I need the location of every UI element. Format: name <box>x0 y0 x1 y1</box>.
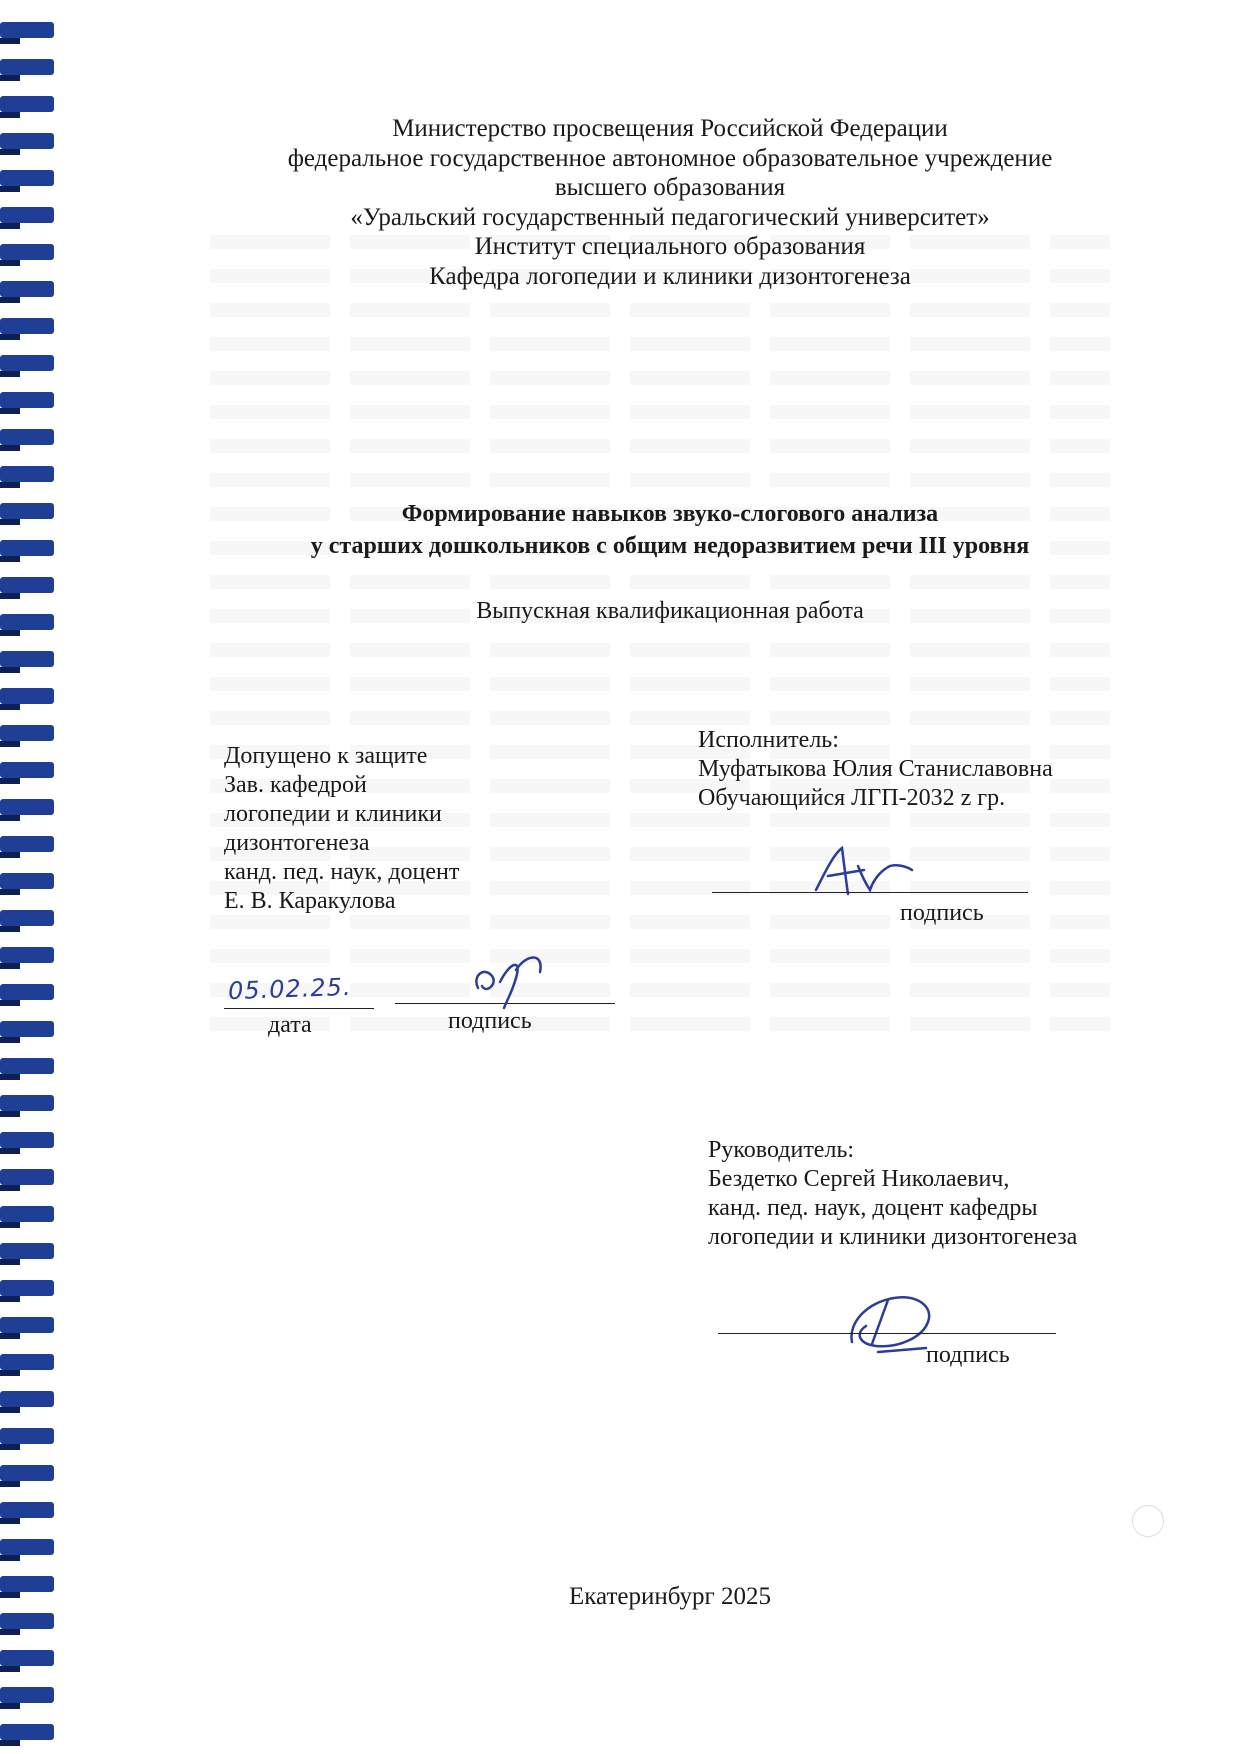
binding-ring <box>0 762 54 778</box>
binding-ring <box>0 725 54 741</box>
binding-ring-shadow <box>0 1370 20 1376</box>
binding-ring <box>0 1317 54 1333</box>
binding-ring-shadow <box>0 112 20 118</box>
binding-ring <box>0 1613 54 1629</box>
binding-ring-shadow <box>0 1740 20 1746</box>
binding-ring-shadow <box>0 1592 20 1598</box>
binding-ring <box>0 1354 54 1370</box>
binding-ring-shadow <box>0 1000 20 1006</box>
binding-ring <box>0 244 54 260</box>
binding-ring-shadow <box>0 1666 20 1672</box>
binding-ring-shadow <box>0 297 20 303</box>
binding-ring-shadow <box>0 1037 20 1043</box>
binding-ring <box>0 1428 54 1444</box>
binding-ring-shadow <box>0 630 20 636</box>
executor-signature <box>808 840 918 900</box>
binding-ring <box>0 22 54 38</box>
binding-ring <box>0 1576 54 1592</box>
binding-ring-shadow <box>0 704 20 710</box>
binding-ring <box>0 466 54 482</box>
binding-ring <box>0 207 54 223</box>
binding-ring <box>0 1539 54 1555</box>
binding-ring <box>0 614 54 630</box>
binding-ring <box>0 1650 54 1666</box>
binding-ring-shadow <box>0 1407 20 1413</box>
binding-ring-shadow <box>0 186 20 192</box>
supervisor-degree: канд. пед. наук, доцент кафедры <box>708 1195 1038 1221</box>
admission-signature-caption: подпись <box>448 1008 532 1034</box>
binding-ring <box>0 651 54 667</box>
thesis-title <box>150 498 1190 562</box>
date-line <box>224 1008 374 1009</box>
binding-ring <box>0 947 54 963</box>
binding-ring-shadow <box>0 1222 20 1228</box>
binding-ring <box>0 540 54 556</box>
binding-ring-shadow <box>0 1703 20 1709</box>
binding-ring <box>0 503 54 519</box>
institution-header <box>150 114 1190 291</box>
binding-ring <box>0 318 54 334</box>
supervisor-signature-caption: подпись <box>926 1342 1010 1368</box>
supervisor-signature-line <box>718 1333 1056 1334</box>
binding-ring-shadow <box>0 1259 20 1265</box>
binding-ring <box>0 133 54 149</box>
binding-ring <box>0 873 54 889</box>
date-caption: дата <box>268 1012 312 1038</box>
header-line-ministry: Министерство просвещения Российской Федерации <box>392 115 948 142</box>
executor-signature-caption: подпись <box>900 900 984 926</box>
binding-ring <box>0 1502 54 1518</box>
admission-line-5: канд. пед. наук, доцент <box>224 859 460 885</box>
binding-ring-shadow <box>0 482 20 488</box>
binding-ring <box>0 1280 54 1296</box>
binding-ring-shadow <box>0 852 20 858</box>
executor-group: Обучающийся ЛГП-2032 z гр. <box>698 785 1006 811</box>
binding-ring-shadow <box>0 75 20 81</box>
header-line-institute: Институт специального образования <box>474 233 866 260</box>
binding-ring-shadow <box>0 223 20 229</box>
binding-ring-shadow <box>0 260 20 266</box>
header-line-institution-type: федеральное государственное автономное образовательное учреждение <box>287 144 1053 172</box>
header-line-university: «Уральский государственный педагогический университет» <box>350 203 990 231</box>
binding-ring-shadow <box>0 1296 20 1302</box>
binding-ring <box>0 984 54 1000</box>
thesis-title-line-2: у старших дошкольников с общим недоразвитием речи III уровня <box>310 533 1030 559</box>
binding-ring-shadow <box>0 1629 20 1635</box>
binding-ring-shadow <box>0 38 20 44</box>
binding-ring-shadow <box>0 408 20 414</box>
binding-ring-shadow <box>0 815 20 821</box>
binding-ring-shadow <box>0 926 20 932</box>
binding-ring-shadow <box>0 149 20 155</box>
binding-ring-shadow <box>0 889 20 895</box>
paper-mark <box>1132 1505 1164 1537</box>
binding-ring-shadow <box>0 1555 20 1561</box>
executor-signature-line <box>712 892 1028 893</box>
binding-ring-shadow <box>0 519 20 525</box>
binding-ring <box>0 96 54 112</box>
binding-ring <box>0 1169 54 1185</box>
admission-line-1: Допущено к защите <box>224 743 428 769</box>
binding-ring <box>0 1058 54 1074</box>
binding-ring <box>0 429 54 445</box>
binding-ring-shadow <box>0 741 20 747</box>
binding-ring-shadow <box>0 667 20 673</box>
binding-ring <box>0 392 54 408</box>
thesis-title-line-1: Формирование навыков звуко-слогового анализа <box>401 501 939 527</box>
executor-block <box>698 726 1178 813</box>
binding-ring <box>0 1243 54 1259</box>
executor-name: Муфатыкова Юлия Станиславовна <box>698 756 1053 782</box>
binding-ring <box>0 688 54 704</box>
binding-ring <box>0 1465 54 1481</box>
binding-ring-shadow <box>0 334 20 340</box>
binding-ring-shadow <box>0 1074 20 1080</box>
binding-ring <box>0 836 54 852</box>
binding-ring <box>0 1021 54 1037</box>
binding-ring <box>0 799 54 815</box>
binding-ring <box>0 577 54 593</box>
admission-line-6: Е. В. Каракулова <box>224 888 396 914</box>
spiral-binding <box>0 0 72 1754</box>
binding-ring-shadow <box>0 963 20 969</box>
binding-ring <box>0 1206 54 1222</box>
binding-ring <box>0 281 54 297</box>
admission-line-2: Зав. кафедрой <box>224 772 367 798</box>
binding-ring <box>0 1687 54 1703</box>
binding-ring <box>0 1391 54 1407</box>
city-year: Екатеринбург 2025 <box>568 1583 772 1610</box>
binding-ring-shadow <box>0 556 20 562</box>
header-line-department: Кафедра логопедии и клиники дизонтогенеза <box>429 262 911 290</box>
admission-line-4: дизонтогенеза <box>224 830 370 856</box>
header-line-education-level: высшего образования <box>554 174 786 201</box>
work-type: Выпускная квалификационная работа <box>476 598 864 624</box>
binding-ring-shadow <box>0 1333 20 1339</box>
binding-ring <box>0 170 54 186</box>
supervisor-department: логопедии и клиники дизонтогенеза <box>708 1224 1078 1250</box>
handwritten-date: 05.02.25. <box>227 972 352 1006</box>
binding-ring-shadow <box>0 1185 20 1191</box>
binding-ring-shadow <box>0 1481 20 1487</box>
binding-ring-shadow <box>0 445 20 451</box>
binding-ring-shadow <box>0 778 20 784</box>
admission-line-3: логопедии и клиники <box>224 801 442 827</box>
binding-ring <box>0 1095 54 1111</box>
binding-ring <box>0 355 54 371</box>
binding-ring <box>0 910 54 926</box>
binding-ring <box>0 59 54 75</box>
binding-ring-shadow <box>0 1148 20 1154</box>
executor-label: Исполнитель: <box>698 727 839 753</box>
binding-ring-shadow <box>0 1111 20 1117</box>
supervisor-label: Руководитель: <box>708 1137 855 1163</box>
binding-ring-shadow <box>0 1518 20 1524</box>
binding-ring <box>0 1132 54 1148</box>
admission-block <box>224 742 644 916</box>
binding-ring-shadow <box>0 1444 20 1450</box>
supervisor-name: Бездетко Сергей Николаевич, <box>708 1166 1010 1192</box>
binding-ring-shadow <box>0 371 20 377</box>
binding-ring-shadow <box>0 593 20 599</box>
supervisor-block <box>708 1136 1188 1252</box>
binding-ring <box>0 1724 54 1740</box>
